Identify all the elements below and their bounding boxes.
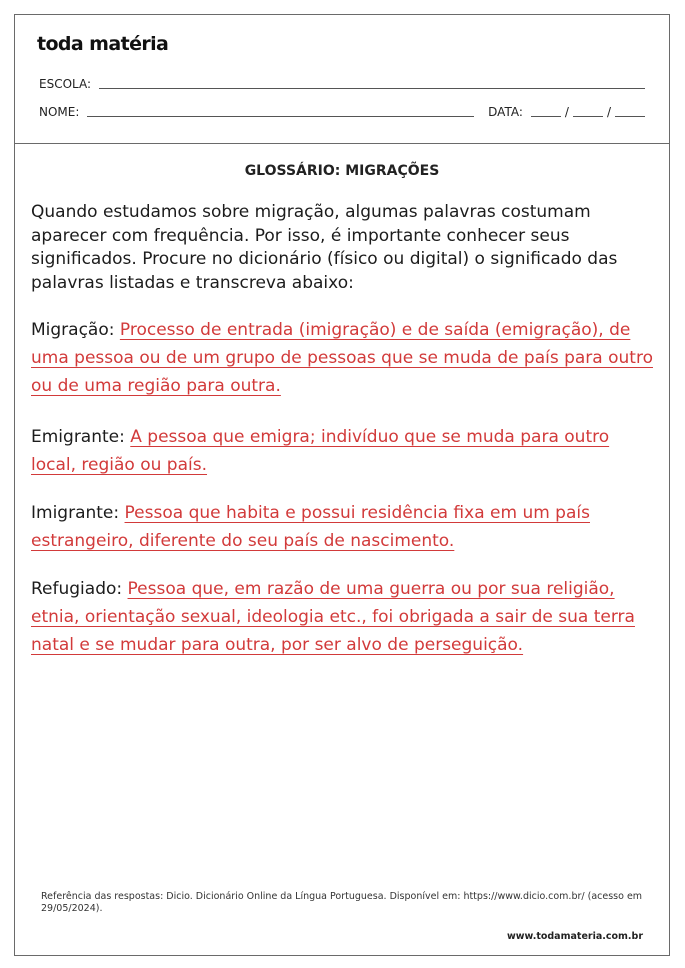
glossary-entry (31, 316, 657, 400)
name-field-row (39, 105, 645, 119)
glossary-entry (31, 423, 657, 479)
page-title: GLOSSÁRIO: MIGRAÇÕES (244, 163, 440, 179)
date-month-line[interactable] (573, 115, 603, 117)
date-separator: / (564, 105, 569, 119)
answer-reference: Referência das respostas: Dicio. Dicionário Online da Língua Portuguesa. Disponível em: https://www.dicio.com.br/ (acesso em 29/05/2024). (41, 891, 643, 914)
site-url[interactable]: www.todamateria.com.br (506, 931, 643, 942)
worksheet (14, 14, 670, 956)
entry-answer: A pessoa que emigra; indivíduo que se muda para outro local, região ou país. (31, 427, 610, 475)
entry-answer: Pessoa que habita e possui residência fixa em um país estrangeiro, diferente do seu país de nascimento. (31, 503, 590, 551)
entry-term: Migração: (31, 320, 120, 340)
entry-term: Imigrante: (31, 503, 125, 523)
worksheet-header (15, 15, 669, 144)
brand-logo: toda matéria (37, 33, 169, 55)
entry-answer: Pessoa que, em razão de uma guerra ou por sua religião, etnia, orientação sexual, ideologia etc., foi obrigada a sair de sua terra natal e se mudar para outra, por ser alvo de perseguição. (31, 579, 635, 655)
glossary-entry (31, 499, 657, 555)
intro-paragraph: Quando estudamos sobre migração, algumas palavras costumam aparecer com frequência. Por isso, é importante conhecer seus significados. Procure no dicionário (físico ou digital) o significado das palavras listadas e transcreva abaixo: (31, 202, 618, 293)
school-input-line[interactable] (99, 87, 645, 89)
school-label: ESCOLA: (39, 77, 92, 91)
date-year-line[interactable] (615, 115, 645, 117)
name-label: NOME: (39, 105, 80, 119)
glossary-entry (31, 575, 657, 659)
date-day-line[interactable] (531, 115, 561, 117)
date-label: DATA: (488, 105, 523, 119)
entry-answer: Processo de entrada (imigração) e de saída (emigração), de uma pessoa ou de um grupo de pessoas que se muda de país para outro ou de uma região para outra. (31, 320, 653, 396)
school-field-row (39, 77, 645, 91)
entry-term: Refugiado: (31, 579, 128, 599)
name-input-line[interactable] (87, 115, 474, 117)
entry-term: Emigrante: (31, 427, 131, 447)
date-separator: / (606, 105, 611, 119)
